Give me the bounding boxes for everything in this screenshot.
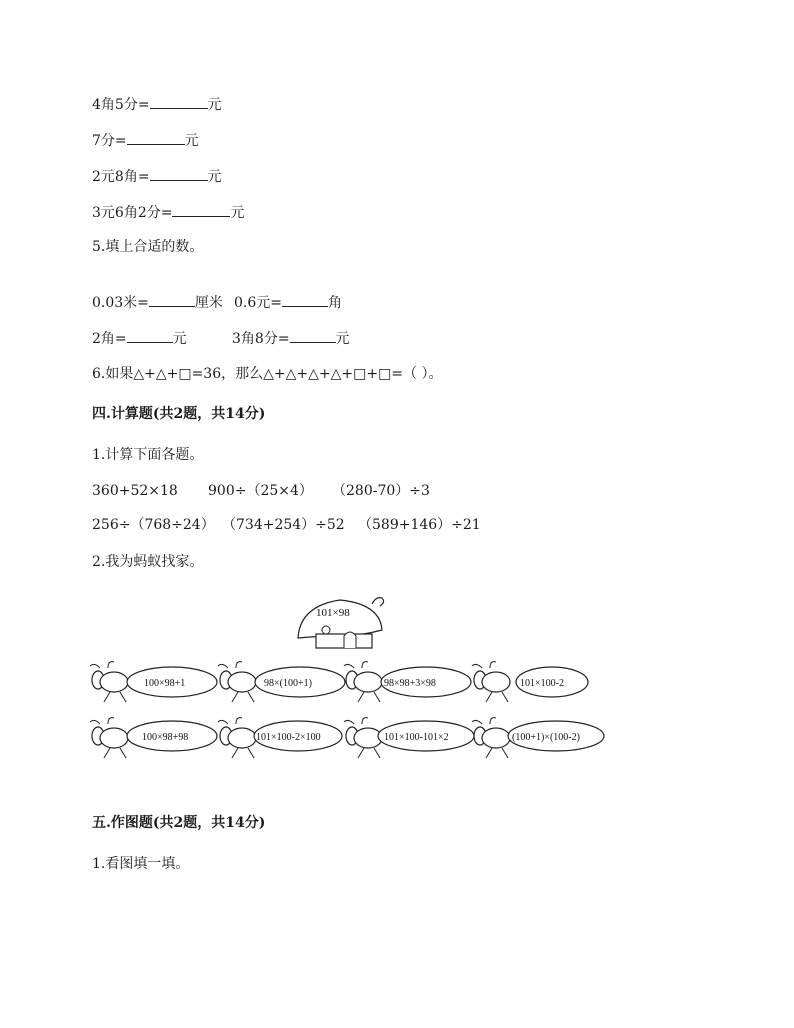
answer-blank[interactable]: [172, 202, 230, 217]
ant-label: 100×98+98: [142, 732, 189, 743]
q5-row-2: [92, 328, 187, 348]
ant-6: [218, 718, 342, 758]
conversion-unit: 元: [207, 97, 222, 113]
house-label: 101×98: [316, 607, 350, 619]
conversion-line-3: [92, 166, 222, 186]
ant-label: 101×100-2: [520, 678, 564, 689]
fill-unit: 元: [172, 331, 187, 347]
ant-5: [90, 718, 217, 758]
q6-text: 6.如果△+△+□=36，那么△+△+△+△+□+□=（ ）。: [92, 366, 443, 382]
conversion-line-2: [92, 130, 199, 150]
conversion-unit: 元: [207, 169, 222, 185]
answer-blank[interactable]: [127, 130, 185, 145]
fill-left: 0.03米=: [92, 295, 149, 311]
answer-blank[interactable]: [150, 94, 208, 109]
conversion-left: 7分=: [92, 133, 127, 149]
conversion-line-1: [92, 94, 222, 114]
answer-blank[interactable]: [149, 292, 195, 307]
ant-4: [472, 662, 588, 702]
fill-left: 3角8分=: [232, 331, 290, 347]
ant-8: [472, 718, 604, 758]
fill-unit: 元: [335, 331, 350, 347]
calc-expression: （280-70）÷3: [332, 483, 430, 499]
q5-row-1b: [234, 292, 342, 312]
ant-label: 98×(100+1): [264, 678, 312, 689]
conversion-unit: 元: [184, 133, 199, 149]
mushroom-house: [298, 598, 384, 648]
calc-expression: （589+146）÷21: [358, 517, 481, 533]
answer-blank[interactable]: [282, 292, 328, 307]
calc-expression: 360+52×18: [92, 483, 178, 499]
q5-row-1: [92, 292, 223, 312]
q5-title: 5.填上合适的数。: [92, 239, 204, 255]
section-5-q1-title: 1.看图填一填。: [92, 856, 190, 872]
answer-blank[interactable]: [290, 328, 336, 343]
section-4-q1-title: 1.计算下面各题。: [92, 447, 204, 463]
ant-label: 98×98+3×98: [384, 678, 436, 689]
conversion-unit: 元: [230, 205, 245, 221]
calc-expression: 900÷（25×4）: [208, 483, 313, 499]
section-4-q2-title: 2.我为蚂蚁找家。: [92, 554, 204, 570]
conversion-left: 4角5分=: [92, 97, 150, 113]
fill-unit: 角: [328, 295, 342, 311]
section-5-heading: 五.作图题(共2题，共14分): [92, 815, 266, 831]
ant-house-figure: [90, 590, 610, 780]
ant-2: [218, 662, 345, 702]
ant-label: 101×100-2×100: [256, 732, 321, 743]
q5-row-2b: [232, 328, 350, 348]
ant-label: 101×100-101×2: [384, 732, 449, 743]
conversion-left: 3元6角2分=: [92, 205, 173, 221]
conversion-left: 2元8角=: [92, 169, 150, 185]
fill-left: 0.6元=: [234, 295, 282, 311]
ant-label: 100×98+1: [144, 678, 186, 689]
fill-left: 2角=: [92, 331, 127, 347]
ant-3: [344, 662, 471, 702]
answer-blank[interactable]: [127, 328, 173, 343]
ant-7: [344, 718, 474, 758]
ant-label: (100+1)×(100-2): [512, 732, 580, 743]
answer-blank[interactable]: [150, 166, 208, 181]
section-4-heading: 四.计算题(共2题，共14分): [92, 406, 266, 422]
conversion-line-4: [92, 202, 244, 222]
ant-1: [90, 662, 217, 702]
calc-expression: 256÷（768÷24）: [92, 517, 215, 533]
calc-expression: （734+254）÷52: [222, 517, 345, 533]
fill-unit: 厘米: [194, 295, 223, 311]
